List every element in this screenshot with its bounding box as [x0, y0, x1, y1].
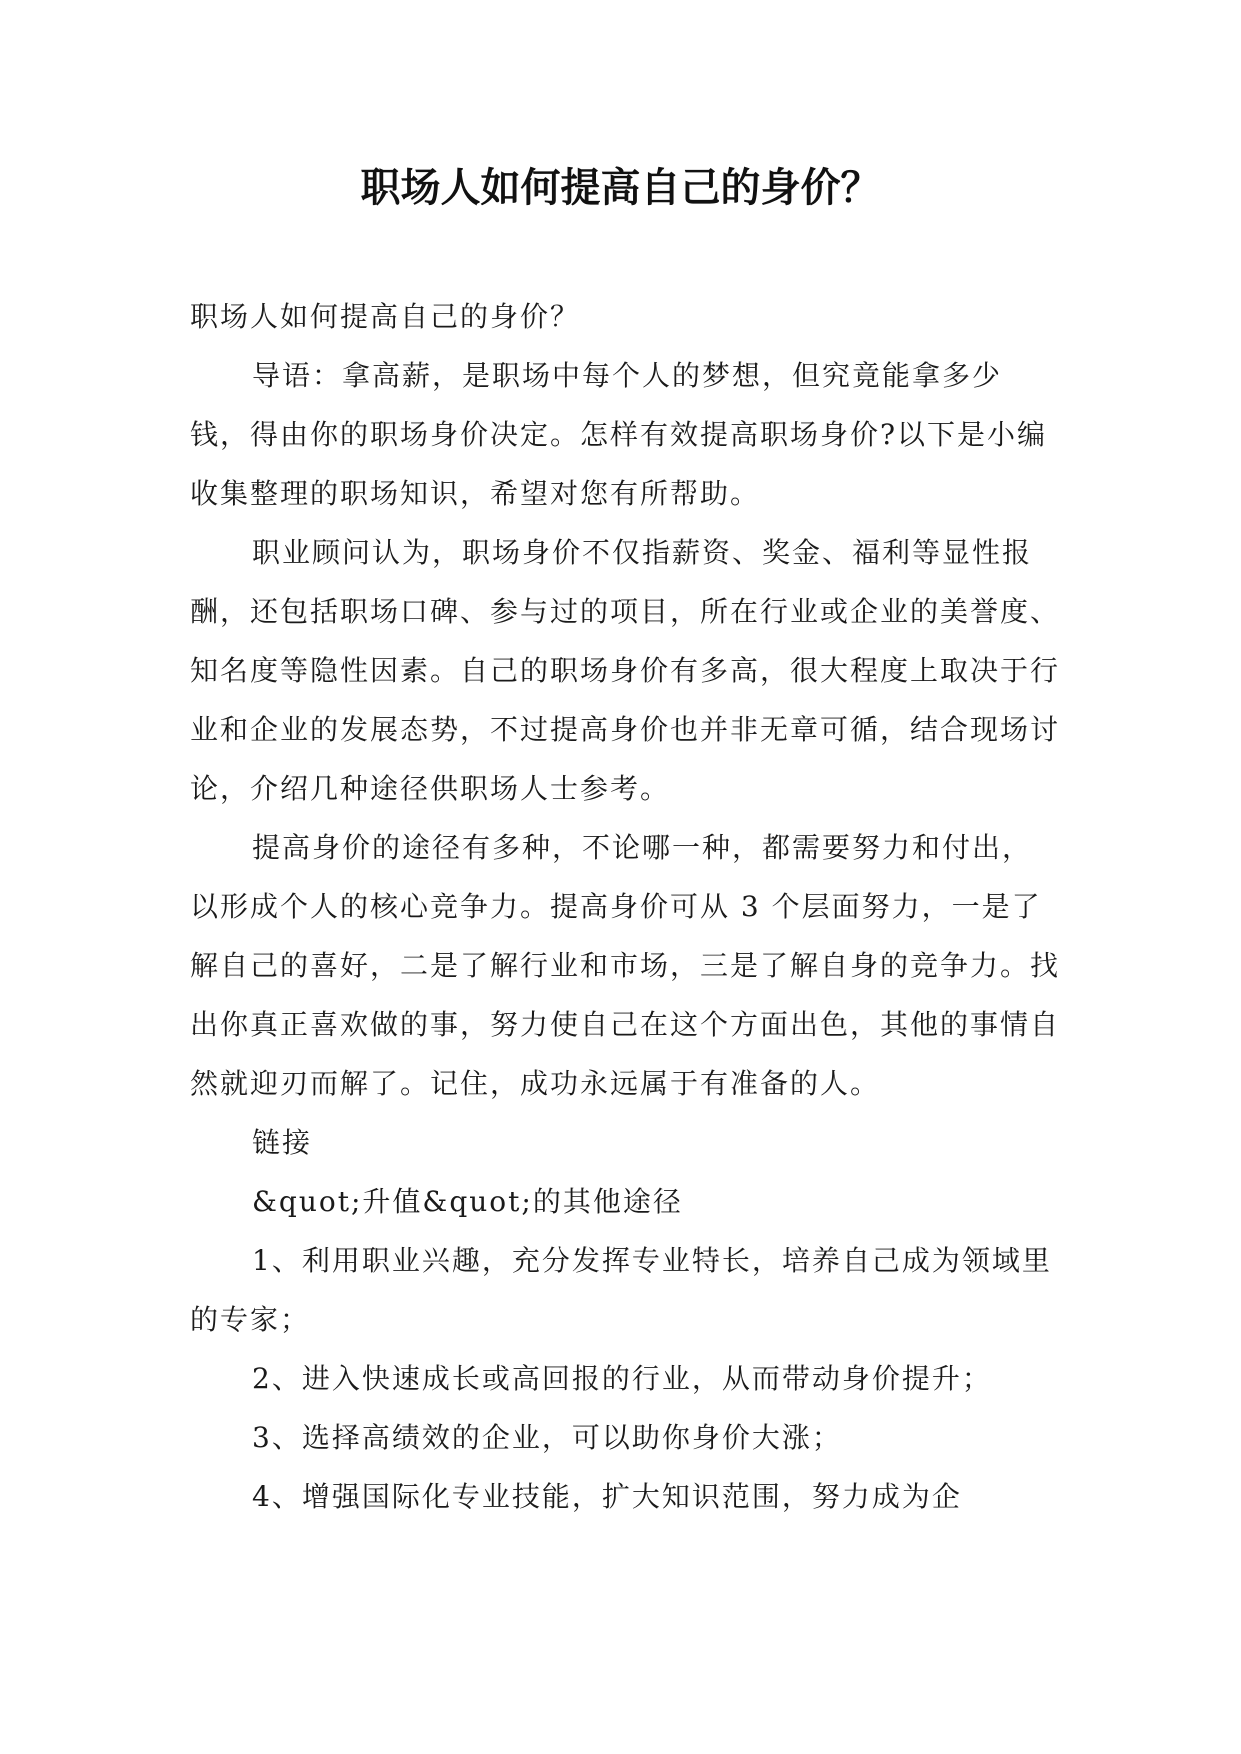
document-title: 职场人如何提高自己的身价？ — [360, 164, 881, 211]
consultant-paragraph: 职业顾问认为，职场身价不仅指薪资、奖金、福利等显性报酬，还包括职场口碑、参与过的项目，所在行业或企业的美誉度、知名度等隐性因素。自己的职场身价有多高，很大程度上取决于行业和企业的发展态势，不过提高身价也并非无章可循，结合现场讨论，介绍几种途径供职场人士参考。 — [190, 536, 1061, 805]
other-ways-heading: &quot;升值&quot;的其他途径 — [252, 1185, 683, 1218]
link-heading: 链接 — [252, 1126, 313, 1159]
list-item-1: 1、利用职业兴趣，充分发挥专业特长，培养自己成为领域里的专家； — [190, 1244, 1052, 1336]
intro-paragraph: 导语：拿高薪，是职场中每个人的梦想，但究竟能拿多少钱，得由你的职场身价决定。怎样有效提高职场身价?以下是小编收集整理的职场知识，希望对您有所帮助。 — [190, 359, 1048, 510]
list-item-3: 3、选择高绩效的企业，可以助你身价大涨； — [252, 1421, 842, 1454]
list-item-4: 4、增强国际化专业技能，扩大知识范围，努力成为企 — [252, 1480, 962, 1513]
methods-paragraph: 提高身价的途径有多种，不论哪一种，都需要努力和付出，以形成个人的核心竞争力。提高身价可从 3 个层面努力，一是了解自己的喜好，二是了解行业和市场，三是了解自身的竞争力。找出你真正喜欢做的事，努力使自己在这个方面出色，其他的事情自然就迎刃而解了。记住，成功永远属于有准备的人。 — [190, 831, 1061, 1100]
list-item-2: 2、进入快速成长或高回报的行业，从而带动身价提升； — [252, 1362, 992, 1395]
subtitle-paragraph: 职场人如何提高自己的身价？ — [190, 300, 581, 333]
document-body — [190, 287, 1060, 1526]
